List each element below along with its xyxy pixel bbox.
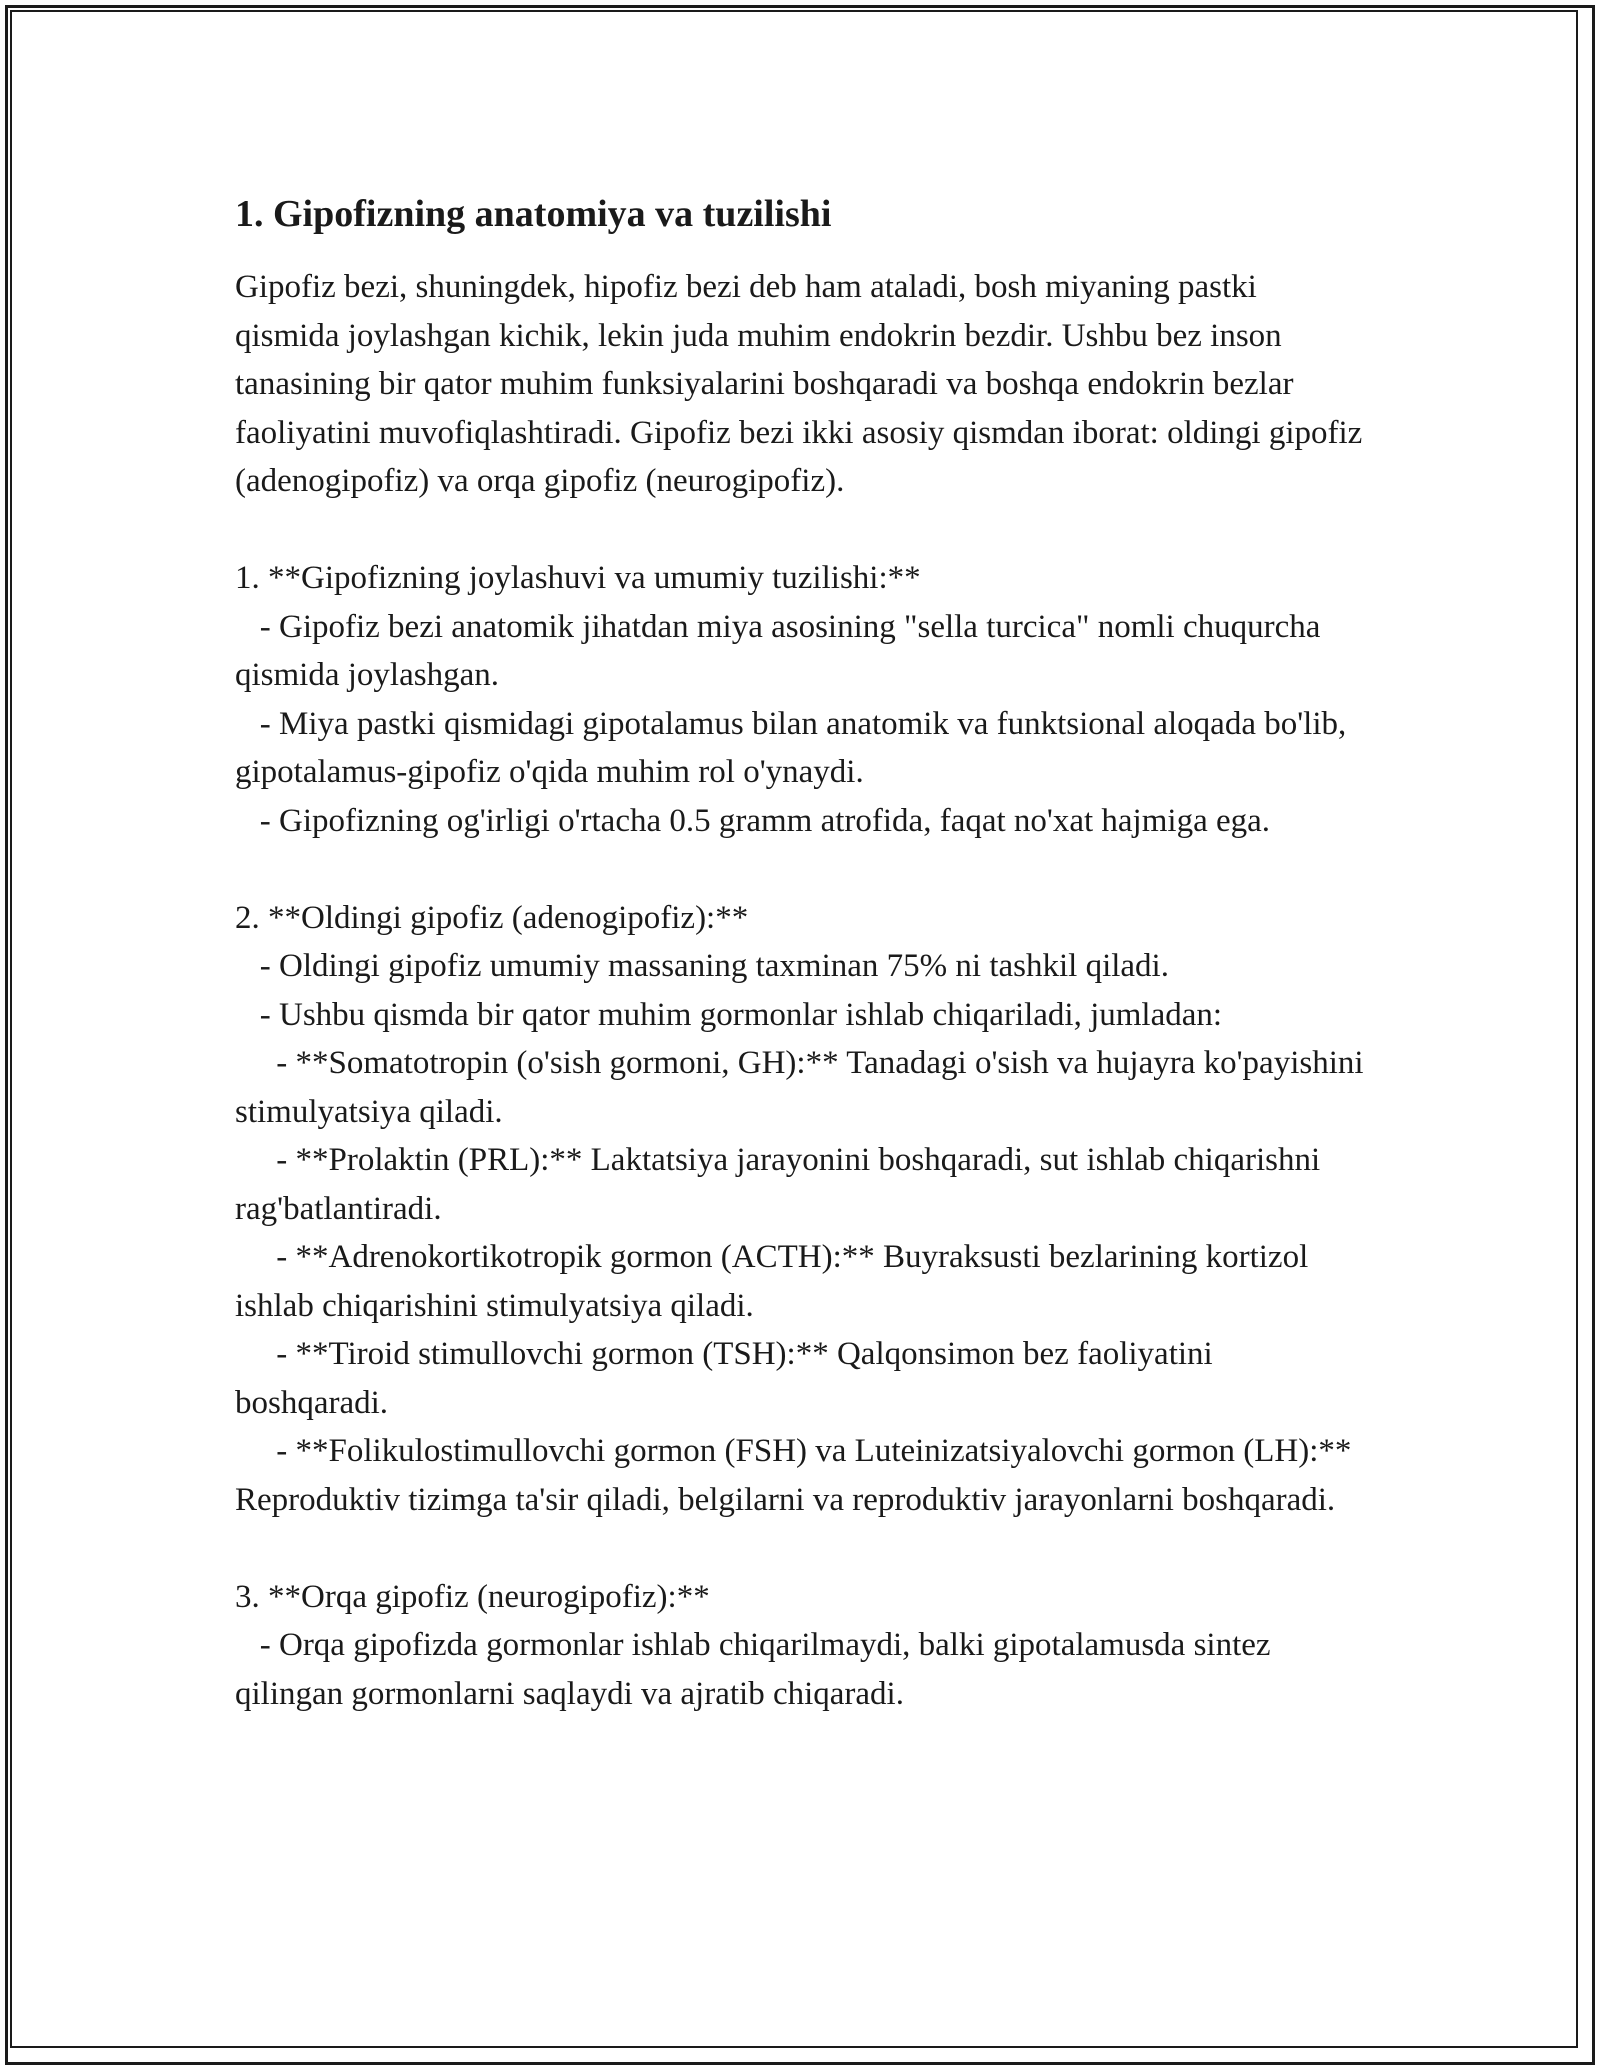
section-2-heading: 2. **Oldingi gipofiz (adenogipofiz):** xyxy=(235,899,749,936)
section-2-item: - Oldingi gipofiz umumiy massaning taxminan 75% ni tashkil qiladi. xyxy=(235,948,1169,984)
hormone-item-tsh: - **Tiroid stimullovchi gormon (TSH):** Qalqonsimon bez faoliyatini boshqaradi. xyxy=(235,1336,1221,1421)
paragraph-gap xyxy=(235,1524,1365,1573)
hormone-item-acth: - **Adrenokortikotropik gormon (ACTH):** Buyraksusti bezlarining kortizol ishlab chiqarishini stimulyatsiya qiladi. xyxy=(235,1239,1317,1324)
section-3-heading: 3. **Orqa gipofiz (neurogipofiz):** xyxy=(235,1578,710,1615)
document-title: 1. Gipofizning anatomiya va tuzilishi xyxy=(235,193,832,235)
section-1-item: - Gipofiz bezi anatomik jihatdan miya asosining "sella turcica" nomli chuqurcha qismida joylashgan. xyxy=(235,608,1329,693)
hormone-item-prl: - **Prolaktin (PRL):** Laktatsiya jarayonini boshqaradi, sut ishlab chiqarishni rag'batlantiradi. xyxy=(235,1142,1329,1227)
hormone-item-gh: - **Somatotropin (o'sish gormoni, GH):** Tanadagi o'sish va hujayra ko'payishini stimulyatsiya qiladi. xyxy=(235,1045,1372,1130)
paragraph-gap xyxy=(235,506,1365,555)
section-2-item: - Ushbu qismda bir qator muhim gormonlar ishlab chiqariladi, jumladan: xyxy=(235,996,1223,1033)
document-body xyxy=(235,190,1372,1718)
section-1-item: - Miya pastki qismidagi gipotalamus bilan anatomik va funktsional aloqada bo'lib, gipotalamus-gipofiz o'qida muhim rol o'ynaydi. xyxy=(235,705,1355,790)
section-3-item: - Orqa gipofizda gormonlar ishlab chiqarilmaydi, balki gipotalamusda sintez qilingan gormonlarni saqlaydi va ajratib chiqaradi. xyxy=(235,1627,1279,1712)
section-1-item: - Gipofizning og'irligi o'rtacha 0.5 gramm atrofida, faqat no'xat hajmiga ega. xyxy=(235,802,1271,839)
intro-paragraph: Gipofiz bezi, shuningdek, hipofiz bezi deb ham ataladi, bosh miyaning pastki qismida joylashgan kichik, lekin juda muhim endokrin bezdir. Ushbu bez inson tanasining bir qator muhim funksiyalarini boshqaradi va boshqa endokrin bezlar faoliyatini muvofiqlashtiradi. Gipofiz bezi ikki asosiy qismdan iborat: oldingi gipofiz (adenogipofiz) va orqa gipofiz (neurogipofiz). xyxy=(235,269,1371,499)
section-1-heading: 1. **Gipofizning joylashuvi va umumiy tuzilishi:** xyxy=(235,560,921,596)
paragraph-gap xyxy=(235,845,1365,894)
hormone-item-fsh-lh: - **Folikulostimullovchi gormon (FSH) va Luteinizatsiyalovchi gormon (LH):** Reproduktiv tizimga ta'sir qiladi, belgilarni va reproduktiv jarayonlarni boshqaradi. xyxy=(235,1433,1360,1518)
